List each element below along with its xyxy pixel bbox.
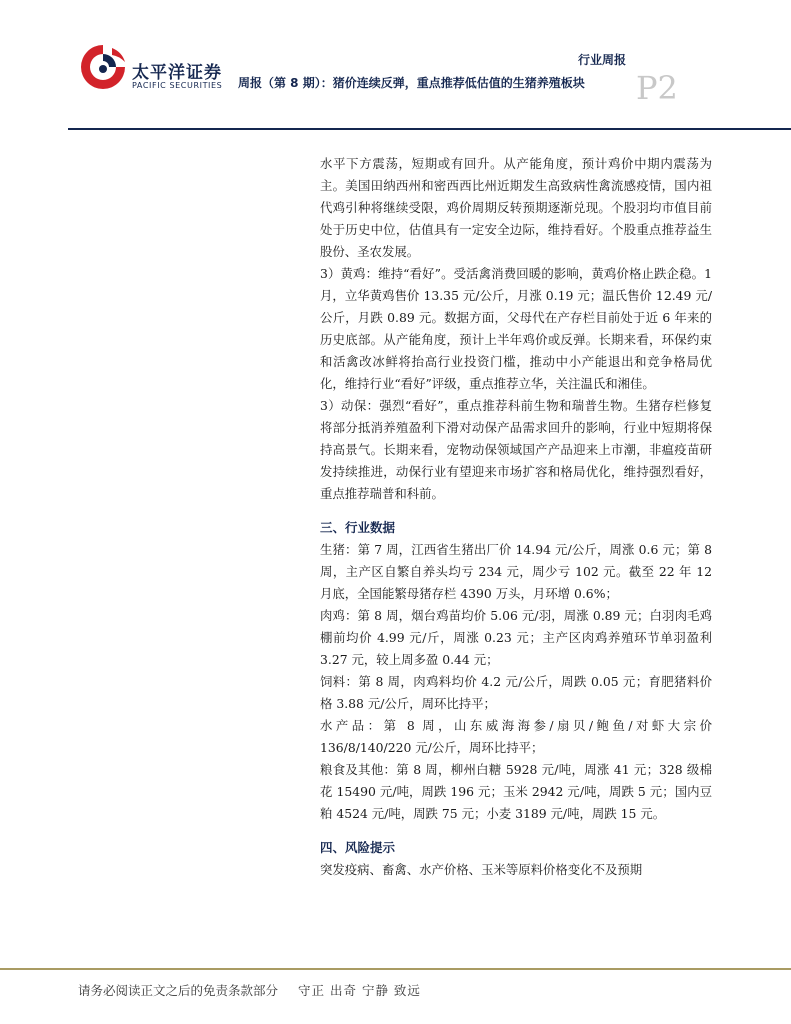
paragraph-animal-health: 3）动保：强烈“看好”，重点推荐科前生物和瑞普生物。生猪存栏修复将部分抵消养殖盈利下滑对动保产品需求回升的影响，行业中短期将保持高景气。长期来看，宠物动保领域国产产品迎来上市潮，非瘟疫苗研发持续推进，动保行业有望迎来市场扩容和格局优化，维持强烈看好，重点推荐瑞普和科前。 [320,398,712,501]
main-content [320,153,712,881]
data-aquatic: 水产品：第 8 周，山东威海海参/扇贝/鲍鱼/对虾大宗价 136/8/140/220 元/公斤，周环比持平； [320,718,712,755]
footer-disclaimer: 请务必阅读正文之后的免责条款部分 [78,983,279,998]
report-title: 周报（第 8 期）：猪价连续反弹，重点推荐低估值的生猪养殖板块 [238,76,585,90]
header-divider [68,128,791,130]
footer-divider [0,968,791,970]
company-name-en: PACIFIC SECURITIES [132,81,223,90]
data-grain-other: 粮食及其他：第 8 周，柳州白糖 5928 元/吨，周涨 41 元；328 级棉花 15490 元/吨，周跌 196 元；玉米 2942 元/吨，周跌 5 元；国内豆粕 4524 元/吨，周跌 75 元；小麦 3189 元/吨，周跌 15 元。 [320,762,712,821]
paragraph-broiler-outlook: 水平下方震荡，短期或有回升。从产能角度，预计鸡价中期内震荡为主。美国田纳西州和密西西比州近期发生高致病性禽流感疫情，国内祖代鸡引种将继续受限，鸡价周期反转预期逐渐兑现。个股羽均市值目前处于历史中位，估值具有一定安全边际，维持看好。个股重点推荐益生股份、圣农发展。 [320,156,712,259]
pacific-securities-logo-icon [78,42,128,92]
section-title-risk: 四、风险提示 [320,840,396,855]
footer-motto: 守正 出奇 宁静 致远 [298,983,421,998]
company-name-cn: 太平洋证券 [132,63,222,83]
paragraph-yellow-chicken: 3）黄鸡：维持“看好”。受活禽消费回暖的影响，黄鸡价格止跌企稳。1 月，立华黄鸡售价 13.35 元/公斤，月涨 0.19 元；温氏售价 12.49 元/公斤，月跌 0.89 元。数据方面，父母代在产存栏目前处于近 6 年来的历史底部。从产能角度，预计上半年鸡价或反弹。长期来看，环保约束和活禽改冰鲜将抬高行业投资门槛，推动中小产能退出和竞争格局优化，维持行业“看好”评级，重点推荐立华，关注温氏和湘佳。 [320,266,712,391]
section-title-industry-data: 三、行业数据 [320,520,396,535]
risk-warning: 突发疫病、畜禽、水产价格、玉米等原料价格变化不及预期 [320,862,643,877]
data-hog: 生猪：第 7 周，江西省生猪出厂价 14.94 元/公斤，周涨 0.6 元；第 8 周，主产区自繁自养头均亏 234 元，周少亏 102 元。截至 22 年 12 月底，全国能繁母猪存栏 4390 万头，月环增 0.6%； [320,542,712,601]
data-broiler: 肉鸡：第 8 周，烟台鸡苗均价 5.06 元/羽，周涨 0.89 元；白羽肉毛鸡棚前均价 4.99 元/斤，周涨 0.23 元；主产区肉鸡养殖环节单羽盈利 3.27 元，较上周多盈 0.44 元； [320,608,712,667]
page-number: P2 [636,69,678,107]
data-feed: 饲料：第 8 周，肉鸡料均价 4.2 元/公斤，周跌 0.05 元；育肥猪料价格 3.88 元/公斤，周环比持平； [320,674,712,711]
report-category: 行业周报 [578,53,627,67]
